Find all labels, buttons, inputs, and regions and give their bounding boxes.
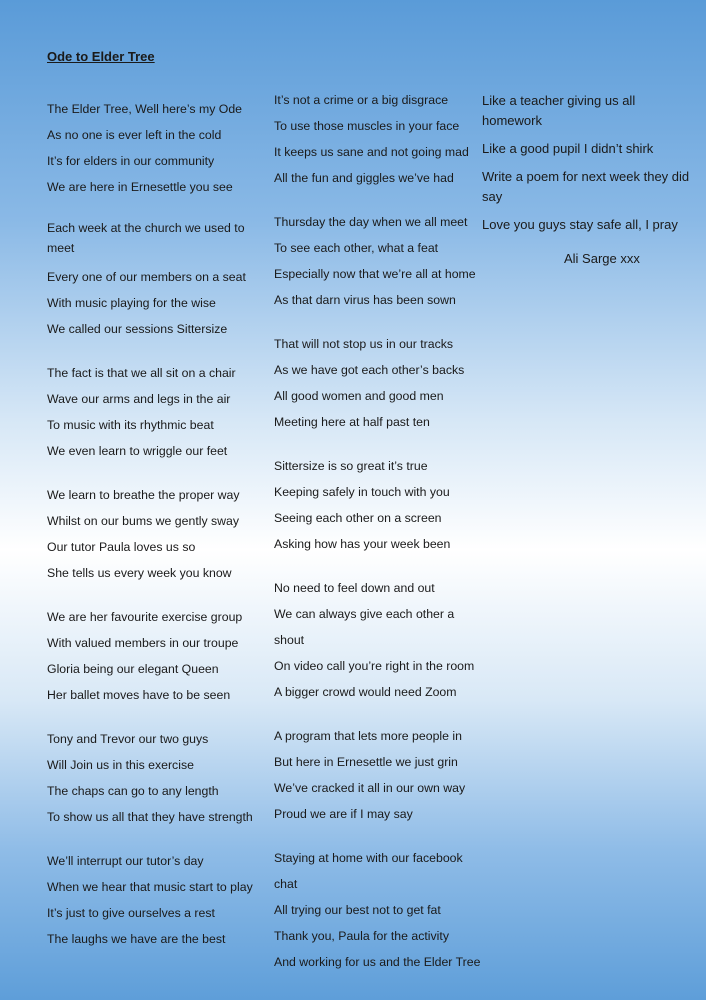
poem-line: On video call you’re right in the room	[274, 659, 475, 673]
poem-line: As we have got each other’s backs	[274, 363, 465, 377]
poem-line: We even learn to wriggle our feet	[47, 444, 228, 458]
stanza	[47, 360, 267, 464]
poem-line: Wave our arms and legs in the air	[47, 392, 231, 406]
poem-line: That will not stop us in our tracks	[274, 337, 454, 351]
poem-line: As that darn virus has been sown	[274, 293, 456, 307]
poem-line: To use those muscles in your face	[274, 119, 460, 133]
poem-column-1	[47, 96, 267, 970]
poem-line: Staying at home with our facebook chat	[274, 851, 463, 891]
poem-line: It’s just to give ourselves a rest	[47, 906, 215, 920]
poem-line: A program that lets more people in	[274, 729, 462, 743]
poem-line: The laughs we have are the best	[47, 932, 226, 946]
poem-column-2	[274, 87, 484, 993]
poem-line: No need to feel down and out	[274, 581, 435, 595]
poem-line: Seeing each other on a screen	[274, 511, 442, 525]
poem-line: Like a teacher giving us all homework	[482, 93, 636, 128]
stanza	[47, 482, 267, 586]
poem-line: Meeting here at half past ten	[274, 415, 430, 429]
poem-line: A bigger crowd would need Zoom	[274, 685, 457, 699]
poem-line: We’ve cracked it all in our own way	[274, 781, 466, 795]
poem-line: It’s for elders in our community	[47, 154, 215, 168]
poem-line: We can always give each other a shout	[274, 607, 455, 647]
stanza	[47, 604, 267, 708]
poem-line: Love you guys stay safe all, I pray	[482, 217, 678, 232]
poem-line: When we hear that music start to play	[47, 880, 253, 894]
poem-line: And working for us and the Elder Tree	[274, 955, 481, 969]
poem-line: All the fun and giggles we’ve had	[274, 171, 454, 185]
stanza	[274, 723, 484, 827]
poem-line: Tony and Trevor our two guys	[47, 732, 209, 746]
stanza	[274, 453, 484, 557]
poem-line: To see each other, what a feat	[274, 241, 439, 255]
poem-line: As no one is ever left in the cold	[47, 128, 222, 142]
poem-line: Like a good pupil I didn’t shirk	[482, 141, 654, 156]
poem-line: We called our sessions Sittersize	[47, 322, 228, 336]
stanza	[274, 331, 484, 435]
poem-line: Sittersize is so great it’s true	[274, 459, 428, 473]
poem-line: Especially now that we’re all at home	[274, 267, 476, 281]
poem-line: The fact is that we all sit on a chair	[47, 366, 236, 380]
poem-line: We’ll interrupt our tutor’s day	[47, 854, 204, 868]
poem-line: She tells us every week you know	[47, 566, 232, 580]
poem-line: With valued members in our troupe	[47, 636, 239, 650]
poem-line: Every one of our members on a seat	[47, 270, 246, 284]
poem-line: Each week at the church we used to meet	[47, 221, 245, 255]
poem-line: To music with its rhythmic beat	[47, 418, 214, 432]
stanza	[47, 848, 267, 952]
poem-line: Write a poem for next week they did say	[482, 169, 690, 204]
poem-line: Thursday the day when we all meet	[274, 215, 468, 229]
signature: Ali Sarge xxx	[564, 251, 640, 266]
poem-line: It keeps us sane and not going mad	[274, 145, 469, 159]
poem-line: Keeping safely in touch with you	[274, 485, 450, 499]
poem-line: Asking how has your week been	[274, 537, 451, 551]
poem-line: The chaps can go to any length	[47, 784, 219, 798]
stanza	[274, 575, 484, 705]
poem-line: We are her favourite exercise group	[47, 610, 243, 624]
poem-line: Gloria being our elegant Queen	[47, 662, 219, 676]
poem-line: Will Join us in this exercise	[47, 758, 194, 772]
poem-line: All trying our best not to get fat	[274, 903, 441, 917]
poem-line: It’s not a crime or a big disgrace	[274, 93, 449, 107]
poem-column-3	[482, 91, 692, 243]
poem-line: To show us all that they have strength	[47, 810, 253, 824]
poem-line: With music playing for the wise	[47, 296, 216, 310]
stanza	[274, 209, 484, 313]
stanza	[47, 726, 267, 830]
poem-line: The Elder Tree, Well here’s my Ode	[47, 102, 243, 116]
stanza	[274, 87, 484, 191]
stanza	[47, 218, 267, 342]
poem-line: Her ballet moves have to be seen	[47, 688, 231, 702]
poem-line: Thank you, Paula for the activity	[274, 929, 449, 943]
poem-line: We are here in Ernesettle you see	[47, 180, 233, 194]
poem-line: All good women and good men	[274, 389, 444, 403]
stanza	[47, 96, 267, 200]
poem-line: Our tutor Paula loves us so	[47, 540, 196, 554]
poem-title: Ode to Elder Tree	[47, 49, 155, 64]
poem-line: Proud we are if I may say	[274, 807, 413, 821]
poem-line: Whilst on our bums we gently sway	[47, 514, 240, 528]
stanza	[274, 845, 484, 975]
poem-line: But here in Ernesettle we just grin	[274, 755, 458, 769]
poem-line: We learn to breathe the proper way	[47, 488, 240, 502]
